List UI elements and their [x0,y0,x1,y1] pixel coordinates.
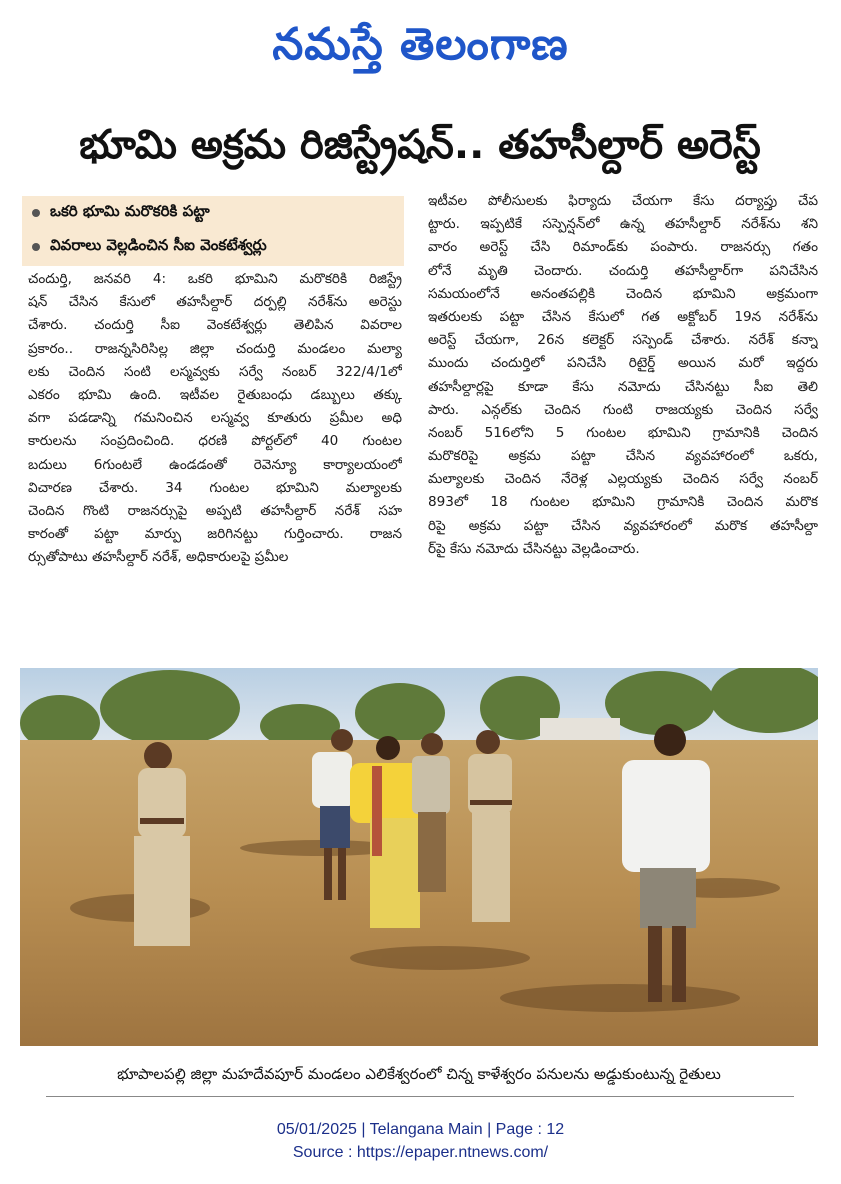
headline: భూమి అక్రమ రిజిస్ట్రేషన్.. తహసీల్దార్ అరెస్ట్ [79,122,761,168]
article-line: ఇతరులకు పట్టా చేసిన కేసులో గత అక్టోబర్ 19న నరేశ్‌ను [428,308,818,325]
article-line: ముందు చందుర్తిలో పనిచేసి రిటైర్డ్ అయిన మరో ఇద్దరు [428,355,818,372]
masthead-logo: నమస్తే తెలంగాణ [272,19,569,70]
highlight-text: ఒకరి భూమి మరొకరికి పట్టా [50,202,210,220]
article-line: ప్రకారం.. రాజన్నసిరిసిల్ల జిల్లా చందుర్తి మండలం మల్యా [28,340,402,357]
article-column-left [28,268,402,569]
footer-edition-info: 05/01/2025 | Telangana Main | Page : 12 [276,1121,565,1138]
article-line: రిపై అక్రమ పట్టా చేసిన వ్యవహారంలో మరొక తహసీల్దా [428,517,818,534]
article-line: ర్సుతోపాటు తహసీల్దార్ నరేశ్, అధికారులపై ప్రమీల [28,549,289,566]
article-line: చేశారు. చందుర్తి సీఐ వెంకటేశ్వర్లు తెలిపిన వివరాల [28,317,402,334]
highlight-item [22,196,404,230]
photo-caption: భూపాలపల్లి జిల్లా మహదేవపూర్ మండలం ఎలికేశ్వరంలో చిన్న కాళేశ్వరం పనులను అడ్డుకుంటున్న రైతులు [117,1065,721,1083]
article-line: నంబర్ 516లోని 5 గుంటల భూమిని గ్రామానికి చెందిన [428,424,818,441]
article-line: విచారణ చేశారు. 34 గుంటల భూమిని మల్యాలకు [28,479,402,496]
article-line: లకు చెందిన సంటి లస్మవ్వకు సర్వే నంబర్ 322/4/1లో [28,363,402,380]
article-line: బదులు 6గుంటలే ఉండడంతో రెవెన్యూ కార్యాలయంలో [28,456,402,473]
article-line: 893లో 18 గుంటల భూమిని గ్రామానికి చెందిన మరొక [428,494,818,511]
article-line: అరెస్ట్ చేయగా, 26న కలెక్టర్ సస్పెండ్ చేశారు. నరేశ్ కన్నా [428,332,818,349]
article-line: కారులను సంప్రదించింది. ధరణి పోర్టల్‌లో 40 గుంటల [28,433,402,450]
article-line: లోనే మృతి చెందారు. చందుర్తి తహసీల్దార్‌గా పనిచేసిన [428,262,818,279]
article-column-right [428,190,818,561]
article-line: వగా పడడాన్ని గమనించిన లస్మవ్వ కూతురు ప్రమీల అధి [28,410,402,427]
article-line: కారంతో పట్టా మార్పు జరిగినట్టు గుర్తించారు. రాజన [28,526,402,543]
article-line: ర్‌పై కేసు నమోదు చేసినట్టు వెల్లడించారు. [428,540,640,557]
article-line: తహసీల్దార్లపై కూడా కేసు నమోదు చేసినట్టు సీఐ తెలి [428,378,818,395]
article-line: ట్టారు. ఇప్పటికే సస్పెన్షన్‌లో ఉన్న తహసీల్దార్ నరేశ్‌ను శని [428,216,818,233]
article-line: మల్యాలకు చెందిన నేరెళ్ల ఎల్లయ్యకు చెందిన సర్వే నంబర్ [428,471,818,488]
news-photo [20,668,818,1046]
highlight-text: వివరాలు వెల్లడించిన సీఐ వెంకటేశ్వర్లు [50,236,267,254]
article-line: చందుర్తి, జనవరి 4: ఒకరి భూమిని మరొకరికి రిజిస్ట్రే [28,271,402,287]
article-line: చెందిన గొంటి రాజనర్సుపై అప్పటి తహసీల్దార్ నరేశ్ సహ [28,502,402,519]
article-line: సమయంలోనే అనంతపల్లికి చెందిన భూమిని అక్రమంగా [428,285,818,302]
bullet-icon [32,209,40,217]
article-line: వారం అరెస్ట్ చేసి రిమాండ్‌కు పంపారు. రాజనర్సు గతం [428,239,818,256]
caption-divider [46,1096,794,1097]
article-line: ఎకరం భూమి ఉంది. ఇటీవల రైతుబంధు డబ్బులు తక్కు [28,386,402,403]
article-line: ఇటీవల పోలీసులకు ఫిర్యాదు చేయగా కేసు దర్యాప్తు చేప [428,193,818,209]
highlights-box [22,196,404,266]
article-line: మరొకరిపై అక్రమ పట్టా చేసిన వ్యవహారంలో ఒకరు, [428,448,818,465]
bullet-icon [32,243,40,251]
footer-source-link[interactable]: Source : https://epaper.ntnews.com/ [292,1144,549,1161]
highlight-item [22,230,404,264]
article-line: పారు. ఎన్గల్‌కు చెందిన గుంటి రాజయ్యకు చెందిన సర్వే [428,401,818,418]
article-line: షన్ చేసిన కేసులో తహసీల్దార్ దర్పల్లి నరేశ్‌ను అరెస్టు [28,294,402,311]
field-scene-image [20,668,818,1046]
